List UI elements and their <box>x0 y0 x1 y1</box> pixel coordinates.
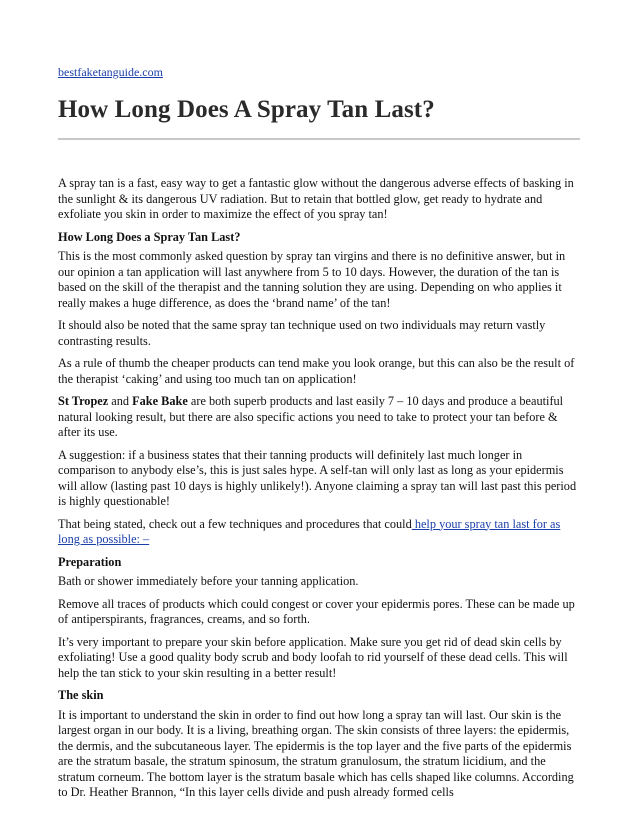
paragraph-remove: Remove all traces of products which could congest or cover your epidermis pores. These can be made up of antiperspirants, fragrances, creams, and so forth. <box>58 596 575 626</box>
paragraph-rule-of-thumb: As a rule of thumb the cheaper products can tend make you look orange, but this can also be the result of the therapist ‘caking’ and using too much tan on application! <box>58 356 575 386</box>
article-body <box>58 176 580 801</box>
heading-preparation: Preparation <box>58 554 122 569</box>
paragraph-skin: It is important to understand the skin in order to find out how long a spray tan will last. Our skin is the largest organ in our body. It is a living, breathing organ. The skin consists of three layers: the epidermis, the dermis, and the subcutaneous layer. The epidermis is the top layer and the five parts of the epidermis are the stratum basale, the stratum spinosum, the stratum granulosum, the stratum licidium, and the stratum corneum. The bottom layer is the stratum basale which has cells shaped like columns. According to Dr. Heather Brannon, “In this layer cells divide and push already formed cells <box>58 707 574 799</box>
paragraph-techniques <box>58 517 580 548</box>
site-link[interactable]: bestfaketanguide.com <box>58 65 163 79</box>
paragraph-how-long: This is the most commonly asked question by spray tan virgins and there is no definitive answer, but in our opinion a tan application will last anywhere from 5 to 10 days. However, the duration of the tan is based on the skill of the therapist and the tanning solution they are using. Depending on who applies it really makes a huge difference, as does the ‘brand name’ of the tan! <box>58 249 566 310</box>
heading-skin: The skin <box>58 688 104 702</box>
brands-and: and <box>108 394 133 408</box>
paragraph-noted: It should also be noted that the same spray tan technique used on two individuals may return vastly contrasting results. <box>58 318 546 348</box>
intro-paragraph: A spray tan is a fast, easy way to get a fantastic glow without the dangerous adverse effects of basking in the sunlight & its dangerous UV radiation. But to retain that bottled glow, get ready to hydrate and exfoliate you skin in order to maximize the effect of you spray tan! <box>58 176 574 221</box>
paragraph-brands <box>58 394 580 441</box>
brand-fake-bake: Fake Bake <box>132 394 188 408</box>
heading-how-long: How Long Does a Spray Tan Last? <box>58 229 241 244</box>
paragraph-bath: Bath or shower immediately before your tanning application. <box>58 574 359 588</box>
page-title: How Long Does A Spray Tan Last? <box>58 96 435 123</box>
tan-tips-link[interactable]: help your spray tan last for as long as possible: – <box>58 516 561 546</box>
paragraph-important: It’s very important to prepare your skin before application. Make sure you get rid of dead skin cells by exfoliating! Use a good quality body scrub and body loofah to rid yourself of these dead cells. This will help the tan stick to your skin resulting in a better result! <box>58 634 568 680</box>
techniques-text: That being stated, check out a few techniques and procedures that could <box>58 516 412 531</box>
title-divider <box>58 138 580 140</box>
brand-st-tropez: St Tropez <box>58 394 109 408</box>
brands-rest: are both superb products and last easily 7 – 10 days and produce a beautiful natural looking result, but there are also specific actions you need to take to protect your tan before & after its use. <box>58 394 564 439</box>
paragraph-suggestion: A suggestion: if a business states that their tanning products will definitely last much longer in comparison to anybody else’s, this is just sales hype. A self-tan will only last as long as your epidermis will allow (lasting past 10 days is highly unlikely!). Anyone claiming a spray tan will last past this period is highly questionable! <box>58 447 577 508</box>
